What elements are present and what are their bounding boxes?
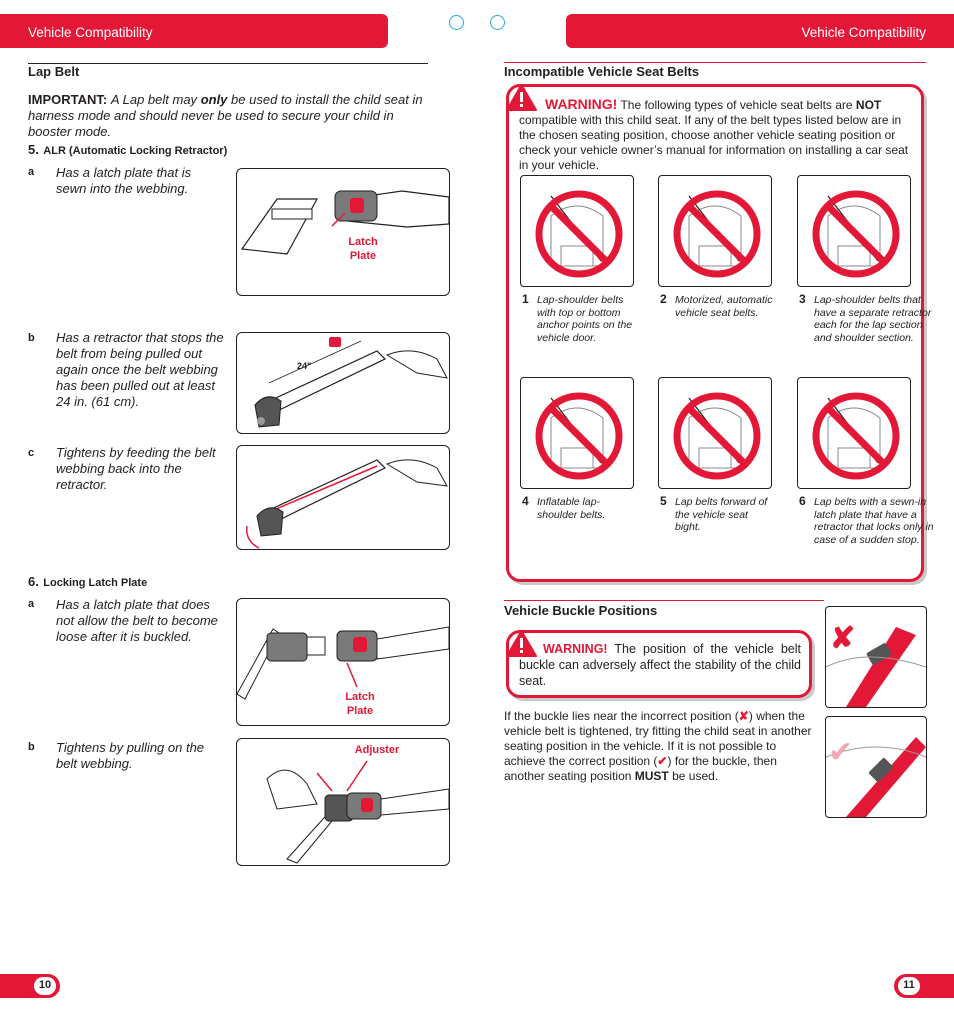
belt-type-caption [799,294,936,344]
section-divider-red-2 [504,600,824,601]
no-belt-symbol-icon [659,378,771,488]
belt-type-text: Lap belts with a sewn-in latch plate that have a retractor that locks only in case of a sudden stop. [814,496,934,546]
correct-check-icon: ✔ [828,736,854,769]
step5b-text: Has a retractor that stops the belt from being pulled out again once the belt webbing has been pulled out at least 24 in. (61 cm). [56,330,224,409]
warning2-label: WARNING! [543,642,608,656]
tighten-retractor-drawing [237,446,449,549]
step6a-letter: a [28,598,35,610]
belt-type-number: 6 [799,494,806,508]
registration-mark-icon [490,15,505,30]
correct-buckle-photo [825,716,927,818]
step5a-letter: a [28,166,35,178]
left-header-title: Vehicle Compatibility [28,25,153,40]
step5b-letter: b [28,332,35,344]
warning2-text: WARNING! The position of the vehicle belt buckle can adversely affect the stability of the child seat. [519,642,802,688]
belt-type-text: Motorized, automatic vehicle seat belts. [675,294,773,319]
buckle-instructions: If the buckle lies near the incorrect position (✘) when the vehicle belt is tightened, try fitting the child seat in another seating position in the vehicle. If it is not possible to achieve the correct position (✔) for the buckle, then another seating position MUST be used. [504,709,812,783]
belt-type-number: 2 [660,292,667,306]
belt-type-text: Lap belts forward of the vehicle seat bight. [675,496,768,533]
no-belt-symbol-icon [521,176,633,286]
correct-check-icon: ✔ [657,754,668,768]
adjuster-label: Adjuster [354,744,400,756]
registration-mark-icon [449,15,464,30]
belt-type-number: 1 [522,292,529,306]
adjuster-drawing [237,739,449,865]
right-header-title: Vehicle Compatibility [801,25,926,40]
incorrect-buckle-photo [825,606,927,708]
latch-plate-drawing [237,169,449,295]
belt-type-caption [799,496,936,546]
step6b-letter: b [28,741,35,753]
right-header-bar [566,14,954,48]
belt-type-image [658,175,772,287]
step6-heading: 6. Locking Latch Plate [28,574,148,589]
belt-type-caption [660,294,773,319]
retractor-illustration [236,332,450,434]
retractor-drawing [237,333,449,433]
important-note: IMPORTANT: A Lap belt may only be used to install the child seat in harness mode and should never be used to secure your child in booster mode. [28,92,423,139]
step5a-text: Has a latch plate that is sewn into the webbing. [56,165,192,196]
step6a-text: Has a latch plate that does not allow the belt to become loose after it is buckled. [56,597,218,644]
belt-type-image [797,377,911,489]
measure-24-label: 24" [297,361,312,371]
latch-plate-label-2: Latch Plate [345,691,375,717]
buckle-warning-box [506,630,812,698]
left-footer-bar [0,974,60,998]
no-belt-symbol-icon [521,378,633,488]
belt-type-caption [522,294,635,344]
no-belt-symbol-icon [798,176,910,286]
latch-plate-label: Latch Plate [348,236,378,262]
belt-type-caption [660,496,773,534]
belt-type-image [797,175,911,287]
belt-type-text: Inflatable lap-shoulder belts. [537,496,606,521]
tighten-retractor-illustration [236,445,450,550]
latch-plate-illustration [236,168,450,296]
warning1-label: WARNING! [545,96,618,112]
buckle-positions-title: Vehicle Buckle Positions [504,603,658,618]
step5c-text: Tightens by feeding the belt webbing back into the retractor. [56,445,216,492]
belt-type-image [520,175,634,287]
right-footer-bar [894,974,954,998]
section-divider [28,63,428,64]
belt-type-image [520,377,634,489]
section-divider-red [504,62,926,63]
important-label: IMPORTANT: [28,92,108,107]
belt-type-caption [522,496,635,521]
belt-type-number: 3 [799,292,806,306]
page-number-right: 11 [898,977,920,995]
belt-type-image [658,377,772,489]
warning1-text: WARNING! The following types of vehicle seat belts are NOT compatible with this child seat. If any of the belt types listed below are in the chosen seating position, choose another vehicle seating position or check your vehicle owner’s manual for information on installing a car seat in your vehicle. [519,96,909,172]
page-number-left: 10 [34,977,56,995]
belt-type-text: Lap-shoulder belts with top or bottom anchor points on the vehicle door. [537,294,633,344]
step5-heading: 5. ALR (Automatic Locking Retractor) [28,142,228,157]
step6b-text: Tightens by pulling on the belt webbing. [56,740,205,771]
belt-type-number: 4 [522,494,529,508]
no-belt-symbol-icon [659,176,771,286]
belt-type-number: 5 [660,494,667,508]
adjuster-illustration [236,738,450,866]
incorrect-x-icon: ✘ [830,622,856,655]
locking-latch-plate-illustration [236,598,450,726]
belt-type-text: Lap-shoulder belts that have a separate retractor each for the lap section and shoulder section. [814,294,932,344]
lap-belt-title: Lap Belt [28,64,80,79]
left-header-bar [0,14,388,48]
incorrect-x-icon: ✘ [738,709,749,723]
no-belt-symbol-icon [798,378,910,488]
step5c-letter: c [28,447,35,459]
incompatible-belts-title: Incompatible Vehicle Seat Belts [504,64,700,79]
